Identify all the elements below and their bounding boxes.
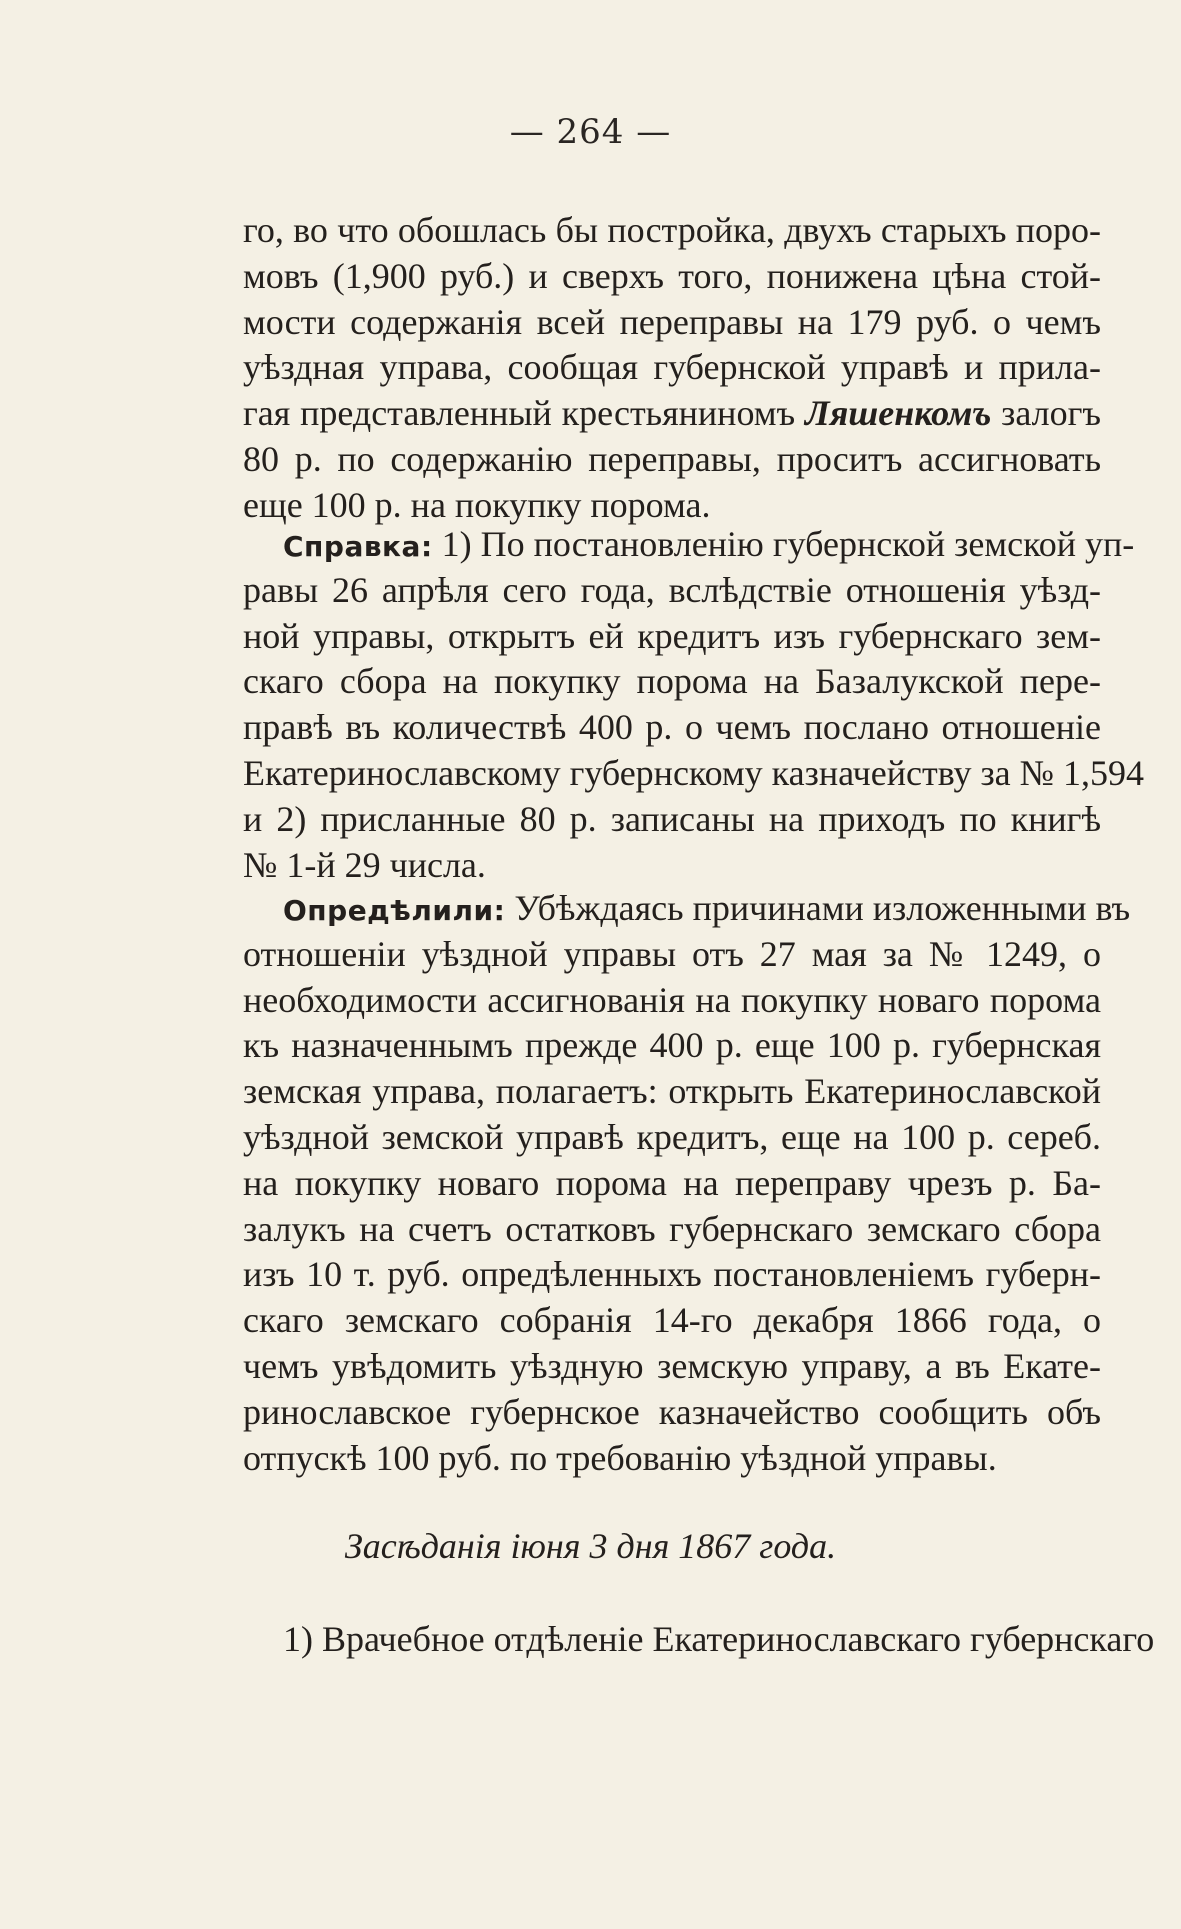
text-line: къ назначеннымъ прежде 400 р. еще 100 р. губернская (243, 1025, 1101, 1066)
text-line: Екатеринославскому губернскому казначейству за № 1,594 (243, 752, 1145, 793)
text-line: мовъ (1,900 руб.) и сверхъ того, понижена цѣна стой- (243, 255, 1101, 296)
text-line: мости содержанія всей переправы на 179 руб. о чемъ (243, 301, 1101, 342)
text-line: го, во что обошлась бы постройка, двухъ старыхъ поро- (243, 210, 1101, 250)
text-segment: 1) По постановленію губернской земской уп- (441, 524, 1135, 564)
text-line: чемъ увѣдомить уѣздную земскую управу, а въ Екате- (243, 1345, 1101, 1386)
text-line: еще 100 р. на покупку порома. (243, 484, 711, 525)
text-line: скаго земскаго собранія 14-го декабря 1866 года, о (243, 1300, 1101, 1341)
text-segment: гая представленный крестьяниномъ (243, 393, 796, 434)
opredelili-label: Опредѣлили: (283, 894, 506, 927)
session-heading: Засѣданія іюня 3 дня 1867 года. (344, 1526, 837, 1566)
text-line (243, 886, 1131, 932)
page-number: — 264 — (509, 112, 672, 152)
paragraph-opredelili (243, 886, 1131, 1481)
text-segment: Убѣждаясь причинами изложенными въ (514, 888, 1131, 928)
text-line: 1) Врачебное отдѣленіе Екатеринославскаго губернскаго (283, 1619, 1155, 1659)
text-line: и 2) присланные 80 р. записаны на приходъ по книгѣ (243, 798, 1101, 839)
text-line: на покупку новаго порома на переправу чрезъ р. Ба- (243, 1162, 1101, 1203)
text-line: отношеніи уѣздной управы отъ 27 мая за № 1249, о (243, 933, 1101, 974)
spravka-label: Справка: (283, 530, 433, 563)
text-line: земская управа, полагаетъ: открыть Екатеринославской (243, 1071, 1101, 1112)
paragraph-spravka (243, 522, 1145, 888)
text-line (243, 522, 1135, 568)
text-line: скаго сбора на покупку порома на Базалукской пере- (243, 661, 1101, 702)
text-line: правѣ въ количествѣ 400 р. о чемъ послано отношеніе (243, 707, 1101, 748)
paragraph-1 (243, 208, 1101, 529)
text-line: изъ 10 т. руб. опредѣленныхъ постановленіемъ губерн- (243, 1254, 1101, 1295)
text-line: залукъ на счетъ остатковъ губернскаго земскаго сбора (243, 1208, 1101, 1249)
text-line: № 1-й 29 числа. (243, 844, 486, 885)
text-line: 80 р. по содержанію переправы, проситъ ассигновать (243, 438, 1101, 479)
text-line: необходимости ассигнованія на покупку новаго порома (243, 979, 1101, 1020)
name-ljashenko: Ляшенкомъ (805, 393, 992, 434)
text-line: уѣздной земской управѣ кредитъ, еще на 100 р. сереб. (243, 1116, 1101, 1157)
text-line (243, 391, 1101, 437)
text-segment: залогъ (1001, 393, 1102, 434)
text-line: ринославское губернское казначейство сообщить объ (243, 1391, 1101, 1432)
text-line: ной управы, открытъ ей кредитъ изъ губернскаго зем- (243, 615, 1101, 656)
text-line: отпускѣ 100 руб. по требованію уѣздной управы. (243, 1437, 997, 1478)
text-line: равы 26 апрѣля сего года, вслѣдствіе отношенія уѣзд- (243, 569, 1101, 610)
text-line: уѣздная управа, сообщая губернской управѣ и прила- (243, 347, 1101, 388)
